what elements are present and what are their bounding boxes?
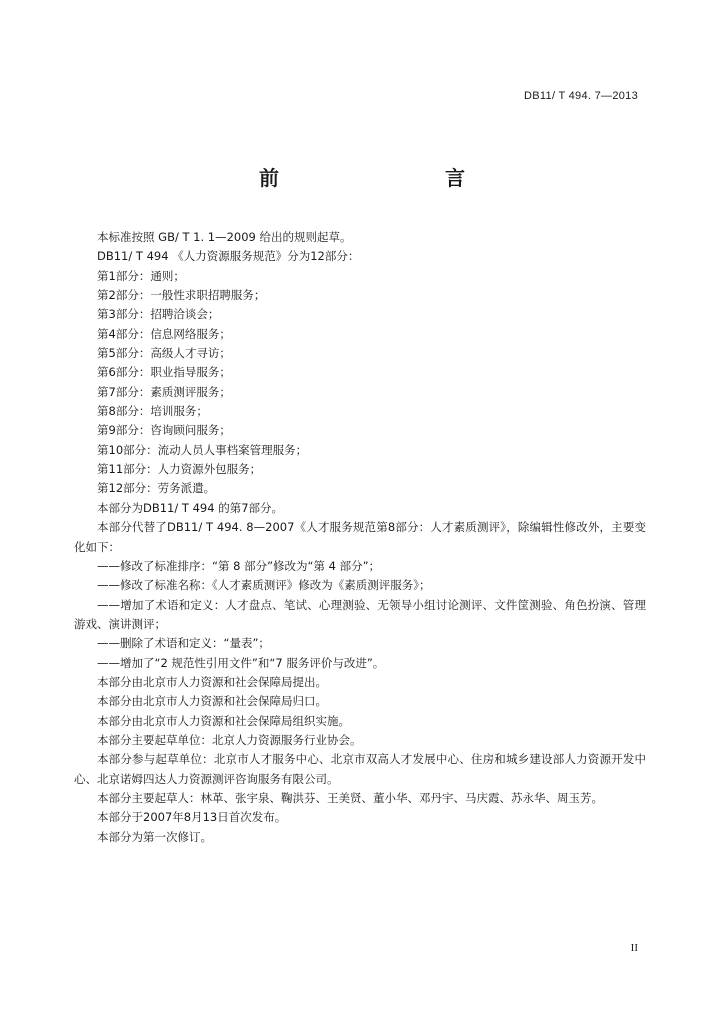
paragraph: 本部分主要起草人：林革、张宇泉、鞠洪芬、王美贤、董小华、邓丹宇、马庆霞、苏永华、周玉芳。: [97, 790, 603, 805]
list-item: 第11部分：人力资源外包服务；: [97, 462, 262, 477]
paragraph: 本部分由北京市人力资源和社会保障局归口。: [97, 694, 327, 709]
page-title: 前 言: [259, 166, 507, 190]
list-item: 第3部分：招聘洽谈会；: [97, 307, 220, 322]
list-item: 第2部分：一般性求职招聘服务；: [97, 288, 266, 303]
paragraph: 本部分主要起草单位：北京人力资源服务行业协会。: [97, 732, 362, 747]
list-item: 第7部分：素质测评服务；: [97, 384, 231, 399]
list-item: 第9部分：咨询顾问服务；: [97, 423, 231, 438]
change-item: ——增加了“2 规范性引用文件”和“7 服务评价与改进”。: [97, 655, 385, 670]
paragraph: 本部分为DB11/ T 494 的第7部分。: [97, 500, 284, 515]
paragraph: 本部分参与起草单位：北京市人才服务中心、北京市双高人才发展中心、住房和城乡建设部人力资源开发中心、北京诺姆四达人力资源测评咨询服务有限公司。: [74, 752, 646, 786]
list-item: 第8部分：培训服务；: [97, 404, 208, 419]
list-item: 第5部分：高级人才寻访；: [97, 346, 231, 361]
change-item: ——修改了标准排序：“第 8 部分”修改为“第 4 部分”；: [97, 558, 381, 573]
change-item: ——增加了术语和定义：人才盘点、笔试、心理测验、无领导小组讨论测评、文件筐测验、角色扮演、管理游戏、演讲测评；: [74, 597, 646, 631]
list-item: 第4部分：信息网络服务；: [97, 326, 231, 341]
paragraph: 本部分为第一次修订。: [97, 829, 212, 844]
page-number: II: [630, 942, 638, 954]
list-item: 第12部分：劳务派遣。: [97, 481, 216, 496]
list-item: 第6部分：职业指导服务；: [97, 365, 231, 380]
change-item: ——删除了术语和定义：“量表”；: [97, 636, 270, 651]
foreword-body: [74, 228, 646, 847]
paragraph: 本部分代替了DB11/ T 494. 8—2007《人才服务规范第8部分：人才素质测评》，除编辑性修改外，主要变化如下：: [74, 520, 646, 554]
list-item: 第10部分：流动人员人事档案管理服务；: [97, 442, 308, 457]
list-item: 第1部分：通则；: [97, 268, 185, 283]
paragraph: 本部分于2007年8月13日首次发布。: [97, 810, 287, 825]
paragraph: 本部分由北京市人力资源和社会保障局提出。: [97, 674, 327, 689]
paragraph: 本标准按照 GB/ T 1. 1—2009 给出的规则起草。: [97, 230, 352, 244]
document-code: DB11/ T 494. 7—2013: [524, 90, 638, 102]
change-item: ——修改了标准名称：《人才素质测评》修改为《素质测评服务》；: [97, 578, 431, 593]
paragraph: DB11/ T 494 《人力资源服务规范》分为12部分：: [97, 249, 360, 264]
paragraph: 本部分由北京市人力资源和社会保障局组织实施。: [97, 713, 350, 728]
